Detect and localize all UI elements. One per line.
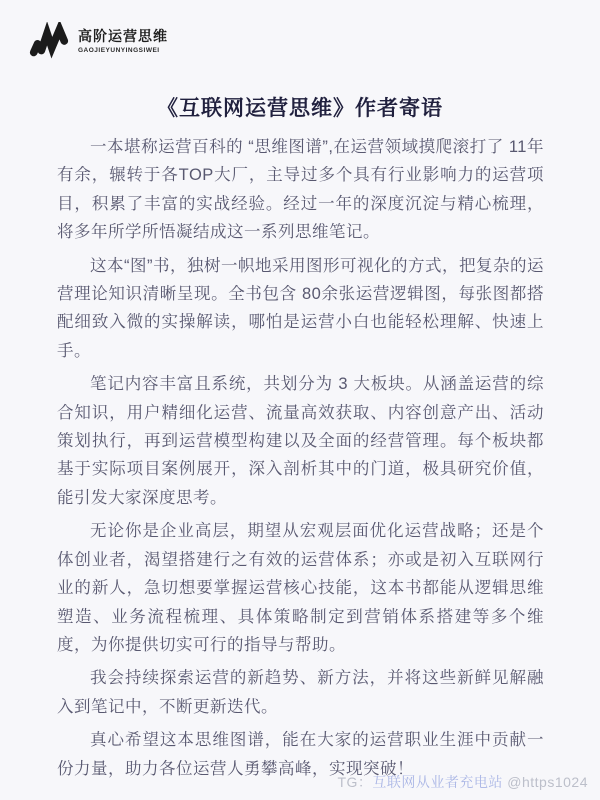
brand-logo: [28, 22, 168, 60]
watermark-prefix: TG：: [337, 774, 373, 790]
paragraph-visual-format: 这本“图”书，独树一帜地采用图形可视化的方式，把复杂的运营理论知识清晰呈现。全书包含 80余张运营逻辑图，每张图都搭配细致入微的实操解读，哪怕是运营小白也能轻松理解、快速上手。: [57, 256, 544, 360]
brand-name: 高阶运营思维: [78, 28, 168, 45]
brand-m-icon: [28, 22, 70, 60]
paragraph-intro: 一本堪称运营百科的 “思维图谱”,在运营领域摸爬滚打了 11年有余，辗转于各TOP大厂，主导过多个具有行业影响力的运营项目，积累了丰富的实战经验。经过一年的深度沉淀与精心梳理，将多年所学所悟凝结成这一系列思维笔记。: [57, 138, 544, 242]
watermark-channel: 互联网从业者充电站: [372, 774, 503, 790]
page-title: 《互联网运营思维》作者寄语: [157, 97, 443, 120]
brand-text-block: [78, 28, 168, 54]
paragraph-updates: 我会持续探索运营的新趋势、新方法，并将这些新鲜见解融入到笔记中，不断更新迭代。: [57, 669, 544, 716]
watermark: [337, 772, 588, 792]
watermark-handle: @https1024: [502, 774, 588, 790]
paragraph-content-structure: 笔记内容丰富且系统，共划分为 3 大板块。从涵盖运营的综合知识，用户精细化运营、流量高效获取、内容创意产出、活动策划执行，再到运营模型构建以及全面的经营管理。每个板块都基于实际项目案例展开，深入剖析其中的门道，极具研究价值，能引发大家深度思考。: [57, 375, 544, 507]
paragraph-audience: 无论你是企业高层，期望从宏观层面优化运营战略；还是个体创业者，渴望搭建行之有效的运营体系；亦或是初入互联网行业的新人，急切想要掌握运营核心技能，这本书都能从逻辑思维塑造、业务流程梳理、具体策略制定到营销体系搭建等多个维度，为你提供切实可行的指导与帮助。: [57, 522, 544, 654]
brand-subtitle: GAOJIEYUNYINGSIWEI: [78, 46, 160, 54]
paragraph-wish: 真心希望这本思维图谱，能在大家的运营职业生涯中贡献一份力量，助力各位运营人勇攀高峰，实现突破！: [57, 731, 544, 778]
document-body: [57, 133, 544, 788]
